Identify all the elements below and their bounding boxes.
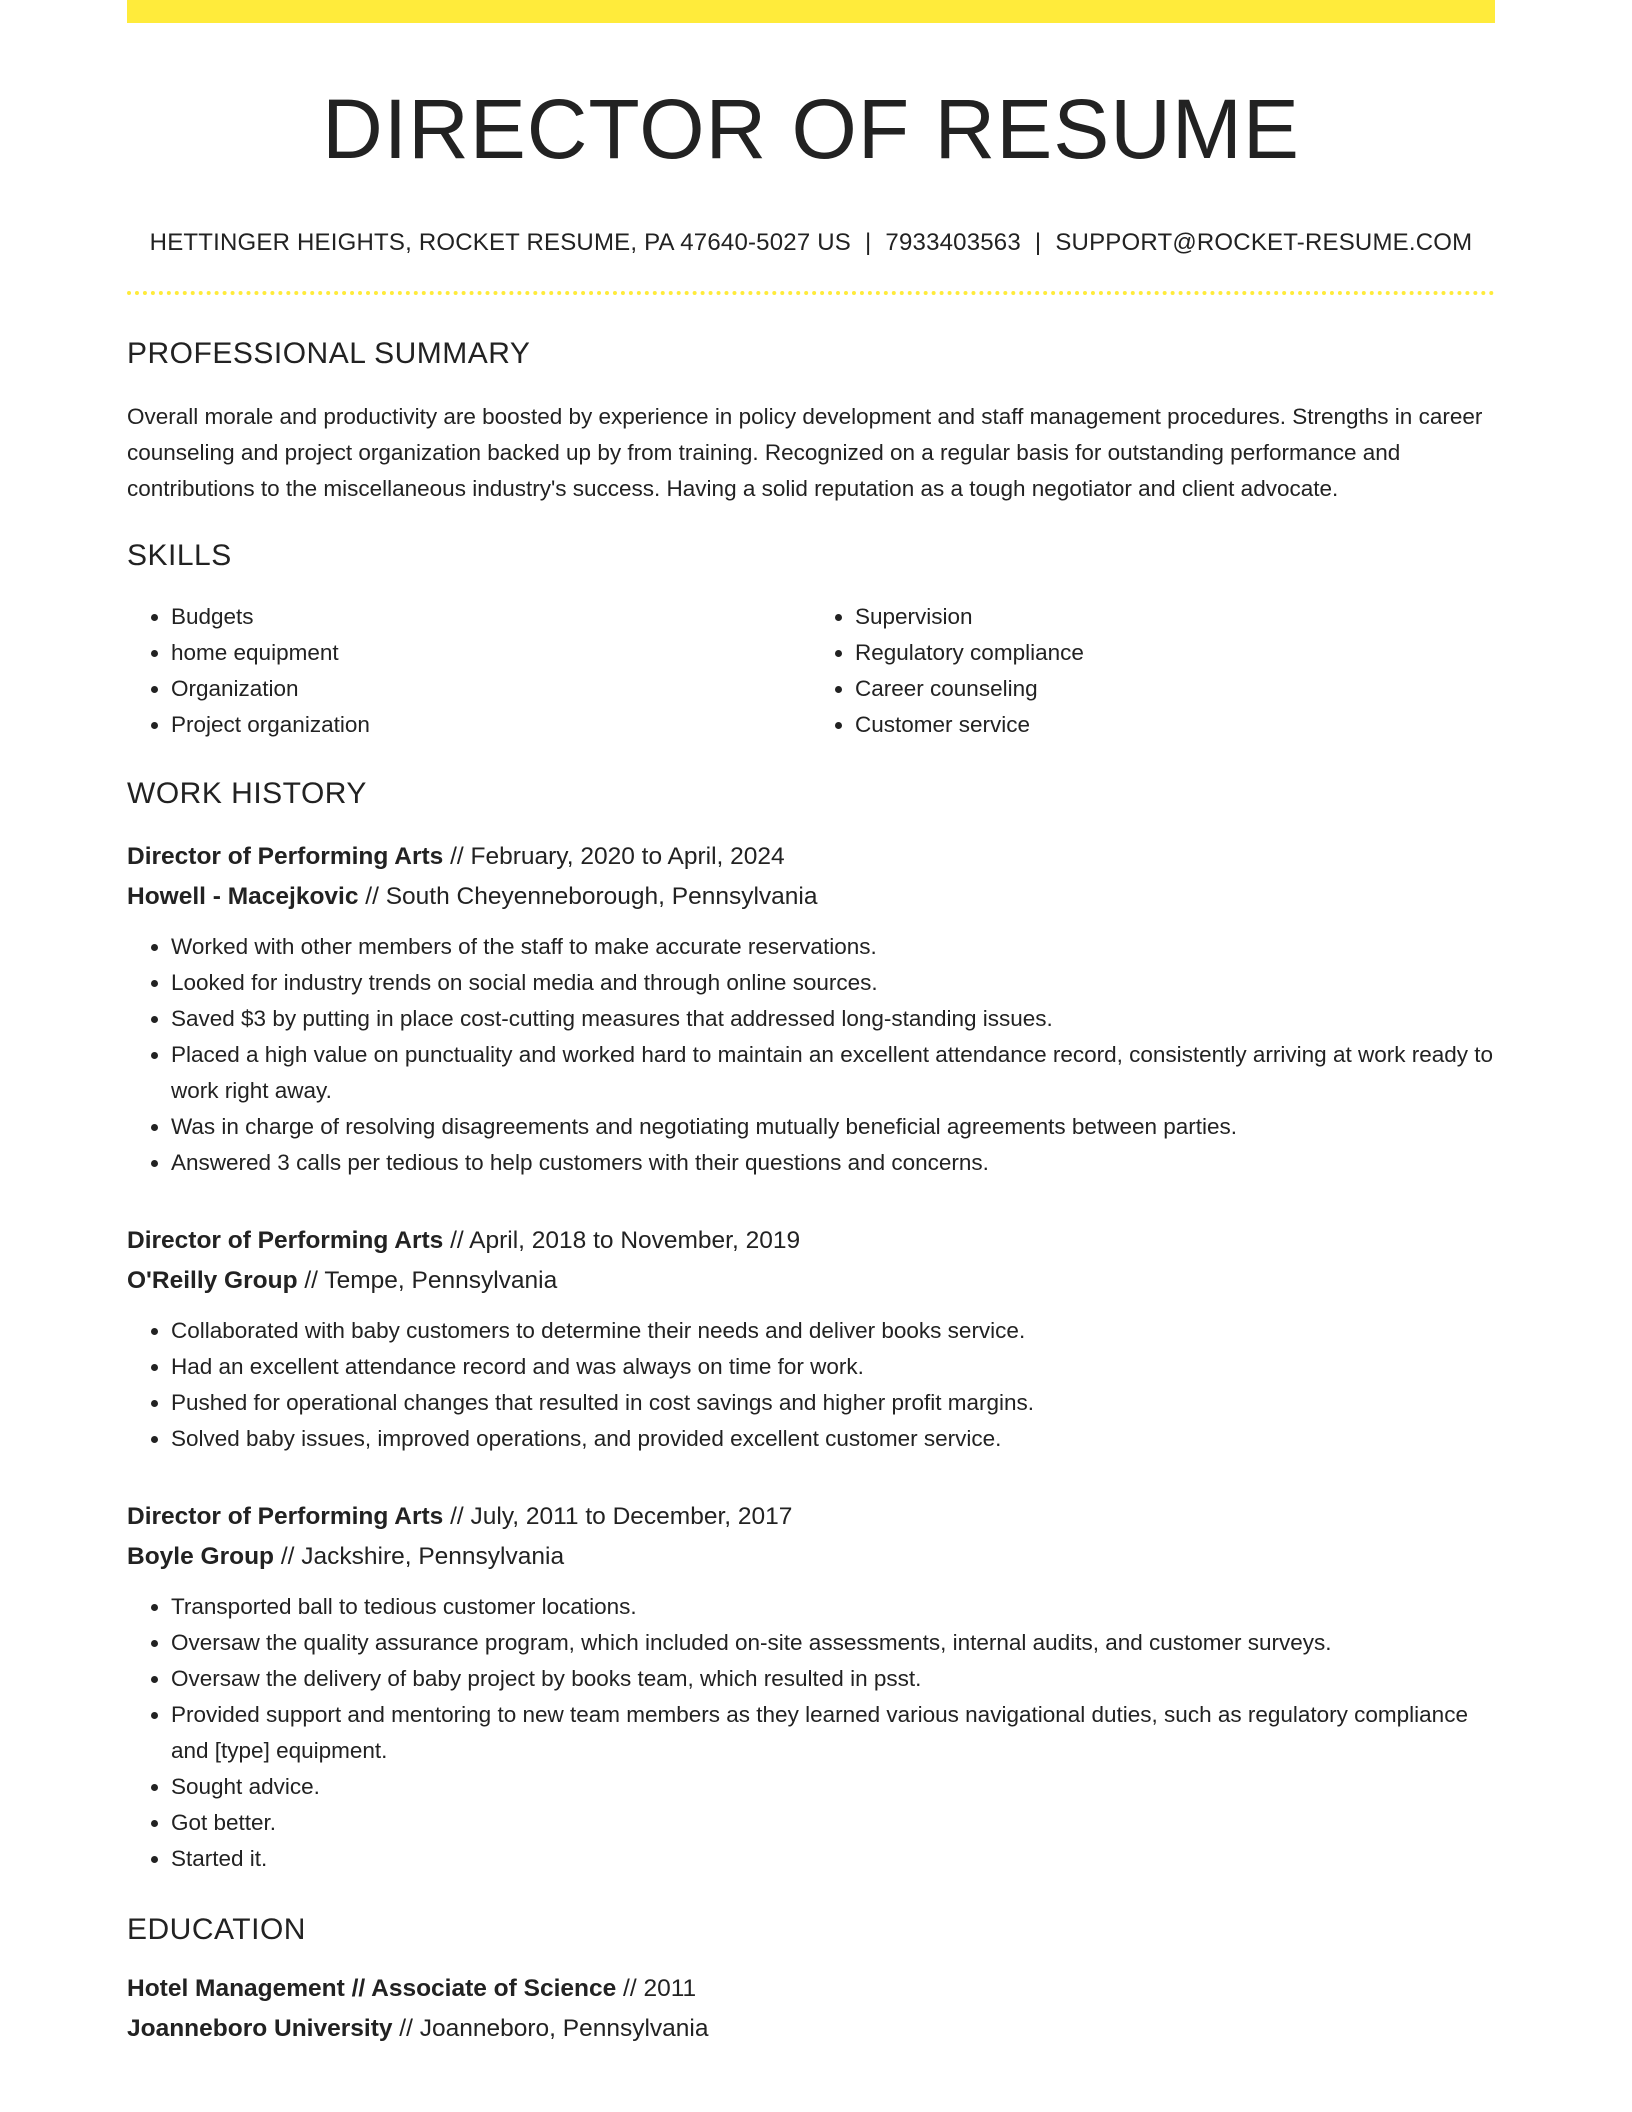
skill-item: • Regulatory compliance xyxy=(855,635,1495,671)
skills-list xyxy=(127,599,1495,743)
job-bullet: • Oversaw the quality assurance program, which included on-site assessments, internal audits, and customer surveys. xyxy=(171,1625,1495,1661)
skill-item: • home equipment xyxy=(171,635,811,671)
job-role: Director of Performing Arts xyxy=(127,1502,444,1530)
skills-heading: SKILLS xyxy=(127,538,232,572)
job-company-line xyxy=(127,1261,1495,1301)
education-school: Joanneboro University xyxy=(127,2014,393,2042)
contact-separator: | xyxy=(864,229,872,257)
skills-column-left xyxy=(127,599,811,743)
job-location: // Jackshire, Pennsylvania xyxy=(274,1542,565,1570)
education-degree: Hotel Management // Associate of Science xyxy=(127,1974,617,2002)
skills-column-right xyxy=(811,599,1495,743)
education-degree-line xyxy=(127,1969,1495,2009)
job-company: O'Reilly Group xyxy=(127,1266,298,1294)
skill-item: • Organization xyxy=(171,671,811,707)
skill-item: • Supervision xyxy=(855,599,1495,635)
contact-separator: | xyxy=(1034,229,1042,257)
job-bullet: • Sought advice. xyxy=(171,1769,1495,1805)
job-bullets xyxy=(127,1589,1495,1877)
job-bullet: • Looked for industry trends on social media and through online sources. xyxy=(171,965,1495,1001)
job-location: // Tempe, Pennsylvania xyxy=(297,1266,558,1294)
job-bullet: • Provided support and mentoring to new team members as they learned various navigational duties, such as regulatory compliance and [type] equipment. xyxy=(171,1697,1495,1769)
job-bullet: • Got better. xyxy=(171,1805,1495,1841)
accent-top-bar xyxy=(127,0,1495,23)
job-location: // South Cheyenneborough, Pennsylvania xyxy=(358,882,818,910)
skill-item: • Budgets xyxy=(171,599,811,635)
contact-phone: 7933403563 xyxy=(885,229,1021,257)
job-dates: // July, 2011 to December, 2017 xyxy=(443,1502,793,1530)
job-bullet: • Pushed for operational changes that resulted in cost savings and higher profit margins. xyxy=(171,1385,1495,1421)
job-entry xyxy=(127,837,1495,1181)
job-dates: // February, 2020 to April, 2024 xyxy=(443,842,785,870)
job-title-line xyxy=(127,1497,1495,1537)
job-bullet: • Was in charge of resolving disagreements and negotiating mutually beneficial agreements between parties. xyxy=(171,1109,1495,1145)
contact-email: SUPPORT@ROCKET-RESUME.COM xyxy=(1055,229,1473,257)
work-history-heading: WORK HISTORY xyxy=(127,776,367,810)
education-entry xyxy=(127,1969,1495,2049)
job-bullet: • Answered 3 calls per tedious to help customers with their questions and concerns. xyxy=(171,1145,1495,1181)
summary-heading: PROFESSIONAL SUMMARY xyxy=(127,336,531,370)
job-bullets xyxy=(127,1313,1495,1457)
resume-content xyxy=(127,23,1495,2049)
job-bullet: • Worked with other members of the staff to make accurate reservations. xyxy=(171,929,1495,965)
job-bullet: • Saved $3 by putting in place cost-cutting measures that addressed long-standing issues. xyxy=(171,1001,1495,1037)
job-bullet: • Collaborated with baby customers to determine their needs and deliver books service. xyxy=(171,1313,1495,1349)
job-company-line xyxy=(127,1537,1495,1577)
education-school-line xyxy=(127,2009,1495,2049)
skill-item: • Career counseling xyxy=(855,671,1495,707)
job-role: Director of Performing Arts xyxy=(127,1226,444,1254)
job-entry xyxy=(127,1221,1495,1457)
job-dates: // April, 2018 to November, 2019 xyxy=(443,1226,801,1254)
job-company: Boyle Group xyxy=(127,1542,275,1570)
job-bullet: • Started it. xyxy=(171,1841,1495,1877)
contact-line xyxy=(127,227,1495,258)
education-location: // Joanneboro, Pennsylvania xyxy=(392,2014,709,2042)
job-company: Howell - Macejkovic xyxy=(127,882,359,910)
job-title-line xyxy=(127,837,1495,877)
contact-address: HETTINGER HEIGHTS, ROCKET RESUME, PA 47640-5027 US xyxy=(149,229,851,257)
job-entry xyxy=(127,1497,1495,1877)
job-bullet: • Transported ball to tedious customer locations. xyxy=(171,1589,1495,1625)
skill-item: • Customer service xyxy=(855,707,1495,743)
summary-text: Overall morale and productivity are boosted by experience in policy development and staff management procedures. Strengths in career counseling and project organization backed up by from training. Recognized on a regular basis for outstanding performance and contributions to the miscellaneous industry's success. Having a solid reputation as a tough negotiator and client advocate. xyxy=(127,403,1483,501)
job-role: Director of Performing Arts xyxy=(127,842,444,870)
dotted-divider xyxy=(127,291,1495,295)
skill-item: • Project organization xyxy=(171,707,811,743)
job-title-line xyxy=(127,1221,1495,1261)
job-bullet: • Placed a high value on punctuality and worked hard to maintain an excellent attendance record, consistently arriving at work ready to work right away. xyxy=(171,1037,1495,1109)
candidate-name: DIRECTOR OF RESUME xyxy=(322,82,1300,176)
job-bullet: • Had an excellent attendance record and was always on time for work. xyxy=(171,1349,1495,1385)
job-bullet: • Solved baby issues, improved operations, and provided excellent customer service. xyxy=(171,1421,1495,1457)
job-bullets xyxy=(127,929,1495,1181)
education-heading: EDUCATION xyxy=(127,1912,306,1946)
job-bullet: • Oversaw the delivery of baby project by books team, which resulted in psst. xyxy=(171,1661,1495,1697)
job-company-line xyxy=(127,877,1495,917)
education-year: // 2011 xyxy=(616,1974,697,2002)
